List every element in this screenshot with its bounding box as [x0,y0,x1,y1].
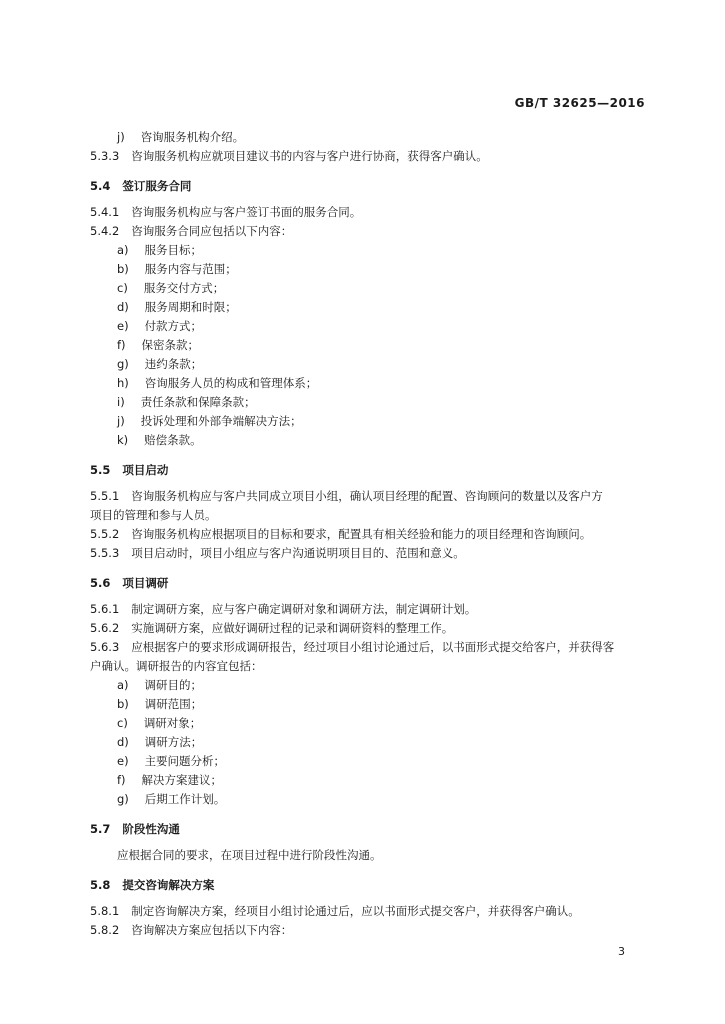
clause-number: 5.8.1 [90,904,120,918]
text-line [90,149,488,163]
clause-number: d) [117,735,129,749]
standard-code: GB/T 32625—2016 [514,96,645,110]
clause-number: 5.4.1 [90,205,120,219]
section-heading [90,179,191,193]
clause-text: 项目启动 [122,463,169,477]
clause-number: j) [117,414,125,428]
text-line [90,508,217,522]
text-line [117,414,302,428]
text-line [117,716,201,730]
clause-text: 赔偿条款。 [144,433,202,447]
clause-text: 调研范围； [144,697,203,711]
clause-text: 付款方式； [144,319,203,333]
clause-text: 应根据客户的要求形成调研报告，经过项目小组讨论通过后，以书面形式提交给客户，并获得客 [131,640,615,654]
clause-number: 5.4.2 [90,224,120,238]
clause-number: c) [117,716,128,730]
text-line [90,659,263,673]
clause-number: h) [117,376,129,390]
text-line [117,792,225,806]
section-heading [90,576,168,590]
clause-number: g) [117,357,129,371]
clause-number: d) [117,300,129,314]
clause-text: 责任条款和保障条款； [140,395,256,409]
clause-number: c) [117,281,128,295]
text-line [117,678,202,692]
text-line [117,395,256,409]
text-line [90,527,591,541]
clause-number: 5.3.3 [90,149,120,163]
clause-text: 咨询服务机构应与客户签订书面的服务合同。 [131,205,362,219]
clause-text: 咨询服务合同应包括以下内容： [131,224,293,238]
text-line [90,923,292,937]
clause-text: 咨询服务人员的构成和管理体系； [144,376,318,390]
clause-number: 5.6.3 [90,640,120,654]
clause-text: 保密条款； [141,338,200,352]
text-line [117,281,224,295]
clause-number: 5.5.2 [90,527,120,541]
text-line [90,904,580,918]
text-line [90,489,603,503]
text-line [117,300,237,314]
clause-number: k) [117,433,129,447]
text-line [90,546,465,560]
clause-number: 5.5 [90,463,111,477]
text-line [117,376,317,390]
clause-number: a) [117,243,129,257]
text-line [117,130,244,144]
clause-number: b) [117,262,129,276]
clause-number: 5.4 [90,179,111,193]
clause-text: 服务周期和时限； [144,300,237,314]
clause-number: 5.8 [90,878,111,892]
clause-number: g) [117,792,129,806]
clause-number: j) [117,130,125,144]
clause-text: 调研方法； [144,735,203,749]
clause-number: i) [117,395,125,409]
clause-number: e) [117,754,129,768]
page-number: 3 [618,945,625,958]
clause-text: 解决方案建议； [141,773,223,787]
clause-text: 违约条款； [144,357,203,371]
text-line [117,357,202,371]
clause-text: 服务交付方式； [143,281,225,295]
clause-text: 制定调研方案，应与客户确定调研对象和调研方法，制定调研计划。 [131,602,477,616]
clause-text: 咨询服务机构介绍。 [140,130,245,144]
clause-text: 应根据合同的要求，在项目过程中进行阶段性沟通。 [117,848,382,862]
clause-text: 咨询解决方案应包括以下内容： [131,923,293,937]
text-line [90,640,614,654]
clause-text: 后期工作计划。 [144,792,226,806]
text-line [90,224,292,238]
text-line [90,205,361,219]
text-line [117,773,222,787]
clause-text: 实施调研方案，应做好调研过程的记录和调研资料的整理工作。 [131,621,454,635]
clause-text: 阶段性沟通 [122,822,180,836]
clause-text: 项目启动时，项目小组应与客户沟通说明项目目的、范围和意义。 [131,546,465,560]
text-line [117,338,199,352]
clause-number: 5.7 [90,822,111,836]
clause-number: 5.5.1 [90,489,120,503]
clause-number: e) [117,319,129,333]
clause-number: 5.8.2 [90,923,120,937]
text-line [117,243,202,257]
clause-text: 项目的管理和参与人员。 [90,508,217,522]
clause-number: f) [117,773,126,787]
clause-text: 咨询服务机构应根据项目的目标和要求，配置具有相关经验和能力的项目经理和咨询顾问。 [131,527,592,541]
clause-text: 服务目标； [144,243,203,257]
text-line [117,433,202,447]
text-line [117,735,202,749]
clause-text: 项目调研 [122,576,169,590]
clause-number: 5.6 [90,576,111,590]
clause-text: 服务内容与范围； [144,262,237,276]
clause-number: f) [117,338,126,352]
clause-text: 咨询服务机构应就项目建议书的内容与客户进行协商，获得客户确认。 [131,149,488,163]
clause-text: 调研对象； [143,716,202,730]
text-line [117,697,202,711]
clause-number: b) [117,697,129,711]
text-line [117,848,382,862]
clause-text: 咨询服务机构应与客户共同成立项目小组，确认项目经理的配置、咨询顾问的数量以及客户方 [131,489,603,503]
clause-number: a) [117,678,129,692]
clause-text: 提交咨询解决方案 [122,878,215,892]
section-heading [90,463,168,477]
section-heading [90,878,214,892]
clause-number: 5.6.1 [90,602,120,616]
clause-text: 调研目的； [144,678,203,692]
clause-number: 5.5.3 [90,546,120,560]
text-line [117,754,225,768]
text-line [90,621,453,635]
clause-text: 签订服务合同 [122,179,192,193]
text-line [117,319,202,333]
section-heading [90,822,180,836]
clause-text: 户确认。调研报告的内容宜包括： [90,659,263,673]
text-line [90,602,476,616]
clause-text: 主要问题分析； [144,754,226,768]
clause-number: 5.6.2 [90,621,120,635]
clause-text: 制定咨询解决方案，经项目小组讨论通过后，应以书面形式提交客户，并获得客户确认。 [131,904,580,918]
text-line [117,262,237,276]
clause-text: 投诉处理和外部争端解决方法； [140,414,302,428]
